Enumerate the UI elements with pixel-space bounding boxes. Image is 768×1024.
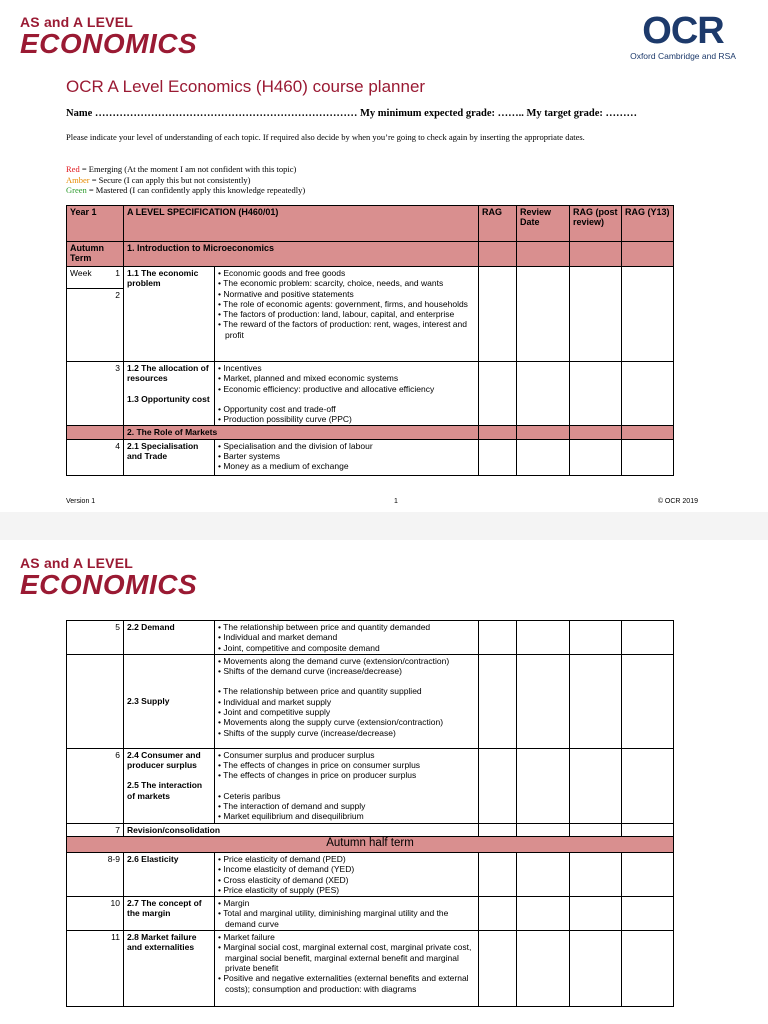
bullet-list [218, 932, 475, 994]
week-4: 4 [67, 439, 124, 475]
course-planner-table-page-1 [66, 205, 674, 476]
bullet-item: • Economic efficiency: productive and allocative efficiency [218, 383, 435, 394]
rag-cell[interactable] [479, 931, 517, 1007]
rag-post-cell[interactable] [570, 823, 622, 836]
table-row [67, 852, 674, 896]
bullet-item: • Specialisation and the division of labour [218, 440, 373, 451]
bullet-item: • The relationship between price and quantity supplied [218, 686, 422, 697]
rag-y13-cell[interactable] [622, 852, 674, 896]
review-date-cell[interactable] [517, 823, 570, 836]
topic-2-2: 2.2 Demand [124, 621, 215, 655]
rag-cell[interactable] [479, 852, 517, 896]
legend-green-text: = Mastered (I can confidently apply this knowledge repeatedly) [86, 185, 306, 195]
bullet-item: • Ceteris paribus [218, 790, 281, 801]
brand-big-text: ECONOMICS [20, 569, 198, 600]
table-row [67, 931, 674, 1007]
bullet-item: • The role of economic agents: government, firms, and households [218, 298, 468, 309]
legend-red-word: Red [66, 164, 80, 174]
bullet-item: • Joint, competitive and composite demand [218, 642, 380, 653]
bullet-item: • Individual and market supply [218, 696, 332, 707]
bullet-item: • Shifts of the supply curve (increase/decrease) [218, 727, 396, 738]
economics-brand-logo [20, 14, 197, 58]
rag-post-cell[interactable] [570, 621, 622, 655]
bullet-item: • The effects of changes in price on consumer surplus [218, 760, 421, 771]
topic-2-6: 2.6 Elasticity [124, 852, 215, 896]
review-date-cell[interactable] [517, 931, 570, 1007]
ocr-logo-subtitle: Oxford Cambridge and RSA [630, 51, 736, 61]
legend-red-text: = Emerging (At the moment I am not confident with this topic) [79, 164, 297, 174]
review-date-cell[interactable] [517, 654, 570, 748]
page-title: OCR A Level Economics (H460) course planner [66, 77, 426, 96]
bullet-item: • Normative and positive statements [218, 288, 354, 299]
rag-post-cell[interactable] [570, 439, 622, 475]
week-6: 6 [67, 748, 124, 823]
bullet-item: • Price elasticity of supply (PES) [218, 884, 340, 895]
page-gap [0, 512, 768, 540]
bullet-item: • The economic problem: scarcity, choice, needs, and wants [218, 278, 444, 289]
instructions-text: Please indicate your level of understanding of each topic. If required also decide by when you’re going to check again by inserting the appropriate dates. [66, 132, 585, 142]
bullet-list [218, 791, 475, 822]
ocr-logo [618, 12, 748, 61]
bullet-item: • Joint and competitive supply [218, 707, 331, 718]
economics-brand-logo [20, 555, 197, 599]
rag-y13-cell[interactable] [622, 823, 674, 836]
week-1 [67, 267, 123, 289]
bullet-list [218, 656, 475, 677]
review-date-cell[interactable] [517, 362, 570, 426]
topic-2-4: 2.4 Consumer and producer surplus [127, 749, 201, 771]
bullet-item: • Income elasticity of demand (YED) [218, 864, 355, 875]
section-label: 1. Introduction to Microeconomics [124, 242, 479, 267]
bullet-list [218, 686, 475, 737]
header-rag: RAG [479, 206, 517, 242]
topic-2-8: 2.8 Market failure and externalities [124, 931, 215, 1007]
week-cell [67, 267, 124, 362]
header-rag-post-review: RAG (post review) [570, 206, 622, 242]
week-11: 11 [67, 931, 124, 1007]
bullet-list [218, 404, 475, 425]
bullet-list [218, 363, 475, 394]
rag-post-cell[interactable] [570, 897, 622, 931]
header-spec: A LEVEL SPECIFICATION (H460/01) [124, 206, 479, 242]
rag-cell[interactable] [479, 748, 517, 823]
rag-y13-cell[interactable] [622, 654, 674, 748]
topic-2-7: 2.7 The concept of the margin [124, 897, 215, 931]
bullets-1-1 [215, 267, 479, 362]
section-row [67, 426, 674, 439]
rag-cell[interactable] [479, 362, 517, 426]
bullet-item: • Consumer surplus and producer surplus [218, 749, 375, 760]
topic-1-2-1-3 [124, 362, 215, 426]
section-2-label: 2. The Role of Markets [124, 426, 479, 439]
week-8-9: 8-9 [67, 852, 124, 896]
table-row [67, 621, 674, 655]
legend-red [66, 164, 305, 175]
bullet-item: • Shifts of the demand curve (increase/decrease) [218, 666, 402, 677]
footer-page-number: 1 [394, 498, 398, 505]
bullets-2-6 [215, 852, 479, 896]
half-term-label: Autumn half term [67, 836, 674, 852]
review-date-cell[interactable] [517, 621, 570, 655]
week-5: 5 [67, 621, 124, 655]
week-7: 7 [67, 823, 124, 836]
table-row [67, 823, 674, 836]
review-date-cell[interactable] [517, 439, 570, 475]
bullet-list [218, 268, 475, 340]
week-3: 3 [67, 362, 124, 426]
rag-cell[interactable] [479, 654, 517, 748]
table-row [67, 362, 674, 426]
bullet-list [218, 898, 475, 929]
table-row [67, 439, 674, 475]
bullet-item: • Barter systems [218, 451, 281, 462]
bullets-2-2 [215, 621, 479, 655]
legend-amber-word: Amber [66, 174, 90, 185]
rag-post-cell[interactable] [570, 362, 622, 426]
revision-label: Revision/consolidation [124, 823, 479, 836]
header-year: Year 1 [67, 206, 124, 242]
rag-post-cell[interactable] [570, 931, 622, 1007]
bullet-list [218, 854, 475, 895]
bullet-item: • Margin [218, 898, 250, 909]
bullet-item: • Positive and negative externalities (external benefits and external costs); consumption and production: with diagrams [218, 973, 469, 994]
bullets-2-7 [215, 897, 479, 931]
brand-big-text: ECONOMICS [20, 28, 198, 59]
table-row [67, 748, 674, 823]
table-row [67, 267, 674, 362]
topic-1-1: 1.1 The economic problem [124, 267, 215, 362]
header-review-date: Review Date [517, 206, 570, 242]
rag-cell[interactable] [479, 823, 517, 836]
rag-y13-cell[interactable] [622, 439, 674, 475]
header-rag-y13: RAG (Y13) [622, 206, 674, 242]
bullet-item: • The interaction of demand and supply [218, 801, 366, 812]
review-date-cell[interactable] [517, 852, 570, 896]
half-term-row [67, 836, 674, 852]
rag-y13-cell[interactable] [622, 362, 674, 426]
bullet-item: • Movements along the supply curve (extension/contraction) [218, 717, 444, 728]
bullets-1-2-1-3 [215, 362, 479, 426]
ocr-logo-mark: OCR [642, 10, 724, 52]
legend-amber [66, 175, 305, 186]
bullet-item: • Opportunity cost and trade-off [218, 403, 336, 414]
bullets-2-8 [215, 931, 479, 1007]
review-date-cell[interactable] [517, 267, 570, 362]
bullets-2-1 [215, 439, 479, 475]
topic-1-3: 1.3 Opportunity cost [127, 393, 210, 404]
review-date-cell[interactable] [517, 897, 570, 931]
bullet-item: • Movements along the demand curve (extension/contraction) [218, 655, 450, 666]
course-planner-table-page-2 [66, 620, 674, 1007]
table-row [67, 897, 674, 931]
term-label: Autumn Term [67, 242, 124, 267]
week-label: Week [70, 268, 92, 278]
bullet-item: • Money as a medium of exchange [218, 461, 349, 472]
bullet-list [218, 622, 475, 653]
bullet-list [218, 750, 475, 781]
rag-cell[interactable] [479, 621, 517, 655]
bullet-item: • Individual and market demand [218, 632, 338, 643]
topic-2-1: 2.1 Specialisation and Trade [124, 439, 215, 475]
bullet-item: • Market, planned and mixed economic systems [218, 373, 399, 384]
document-page-2 [0, 540, 768, 1024]
topic-2-4-2-5 [124, 748, 215, 823]
rag-y13-cell[interactable] [622, 931, 674, 1007]
rag-post-cell[interactable] [570, 267, 622, 362]
rag-y13-cell[interactable] [622, 897, 674, 931]
bullet-item: • Total and marginal utility, diminishing marginal utility and the demand curve [218, 908, 449, 929]
rag-y13-cell[interactable] [622, 267, 674, 362]
topic-2-5: 2.5 The interaction of markets [127, 780, 203, 801]
review-date-cell[interactable] [517, 748, 570, 823]
rag-cell[interactable] [479, 267, 517, 362]
week-2: 2 [115, 290, 120, 300]
bullet-item: • Market equilibrium and disequilibrium [218, 811, 364, 822]
topic-2-3: 2.3 Supply [124, 654, 215, 748]
bullet-item: • Incentives [218, 363, 262, 373]
bullet-item: • The reward of the factors of production: rent, wages, interest and profit [218, 319, 467, 340]
bullet-item: • Economic goods and free goods [218, 268, 346, 278]
bullet-item: • Production possibility curve (PPC) [218, 414, 352, 425]
bullet-item: • The factors of production: land, labour, capital, and enterprise [218, 309, 455, 320]
table-header-row [67, 206, 674, 242]
table-row [67, 654, 674, 748]
bullet-item: • Cross elasticity of demand (XED) [218, 874, 349, 885]
bullet-item: • Price elasticity of demand (PED) [218, 853, 346, 864]
bullets-2-4-2-5 [215, 748, 479, 823]
brand-small-text: AS and A LEVEL [20, 14, 133, 30]
rag-y13-cell[interactable] [622, 621, 674, 655]
topic-1-2: 1.2 The allocation of resources [127, 363, 209, 384]
name-grade-line: Name ………………………………………………………………… My minimum expected grade: …….. My target grade: ……… [66, 108, 638, 119]
rag-legend [66, 164, 305, 196]
week-10: 10 [67, 897, 124, 931]
rag-post-cell[interactable] [570, 852, 622, 896]
legend-amber-text: = Secure (I can apply this but not consistently) [89, 174, 251, 185]
bullet-item: • The effects of changes in price on producer surplus [218, 770, 417, 781]
legend-green [66, 185, 305, 196]
footer-version: Version 1 [66, 498, 96, 505]
bullet-item: • Marginal social cost, marginal external cost, marginal private cost, marginal social benefit, marginal external benefit and marginal private benefit [218, 942, 472, 974]
legend-green-word: Green [66, 185, 87, 195]
term-row [67, 242, 674, 267]
bullets-2-3 [215, 654, 479, 748]
brand-small-text: AS and A LEVEL [20, 555, 133, 571]
rag-post-cell[interactable] [570, 654, 622, 748]
rag-post-cell[interactable] [570, 748, 622, 823]
rag-cell[interactable] [479, 439, 517, 475]
rag-cell[interactable] [479, 897, 517, 931]
footer-copyright: © OCR 2019 [657, 498, 698, 505]
bullet-item: • The relationship between price and quantity demanded [218, 622, 431, 632]
bullet-list [218, 441, 475, 472]
week-number: 1 [115, 268, 120, 278]
bullet-item: • Market failure [218, 932, 275, 943]
rag-y13-cell[interactable] [622, 748, 674, 823]
